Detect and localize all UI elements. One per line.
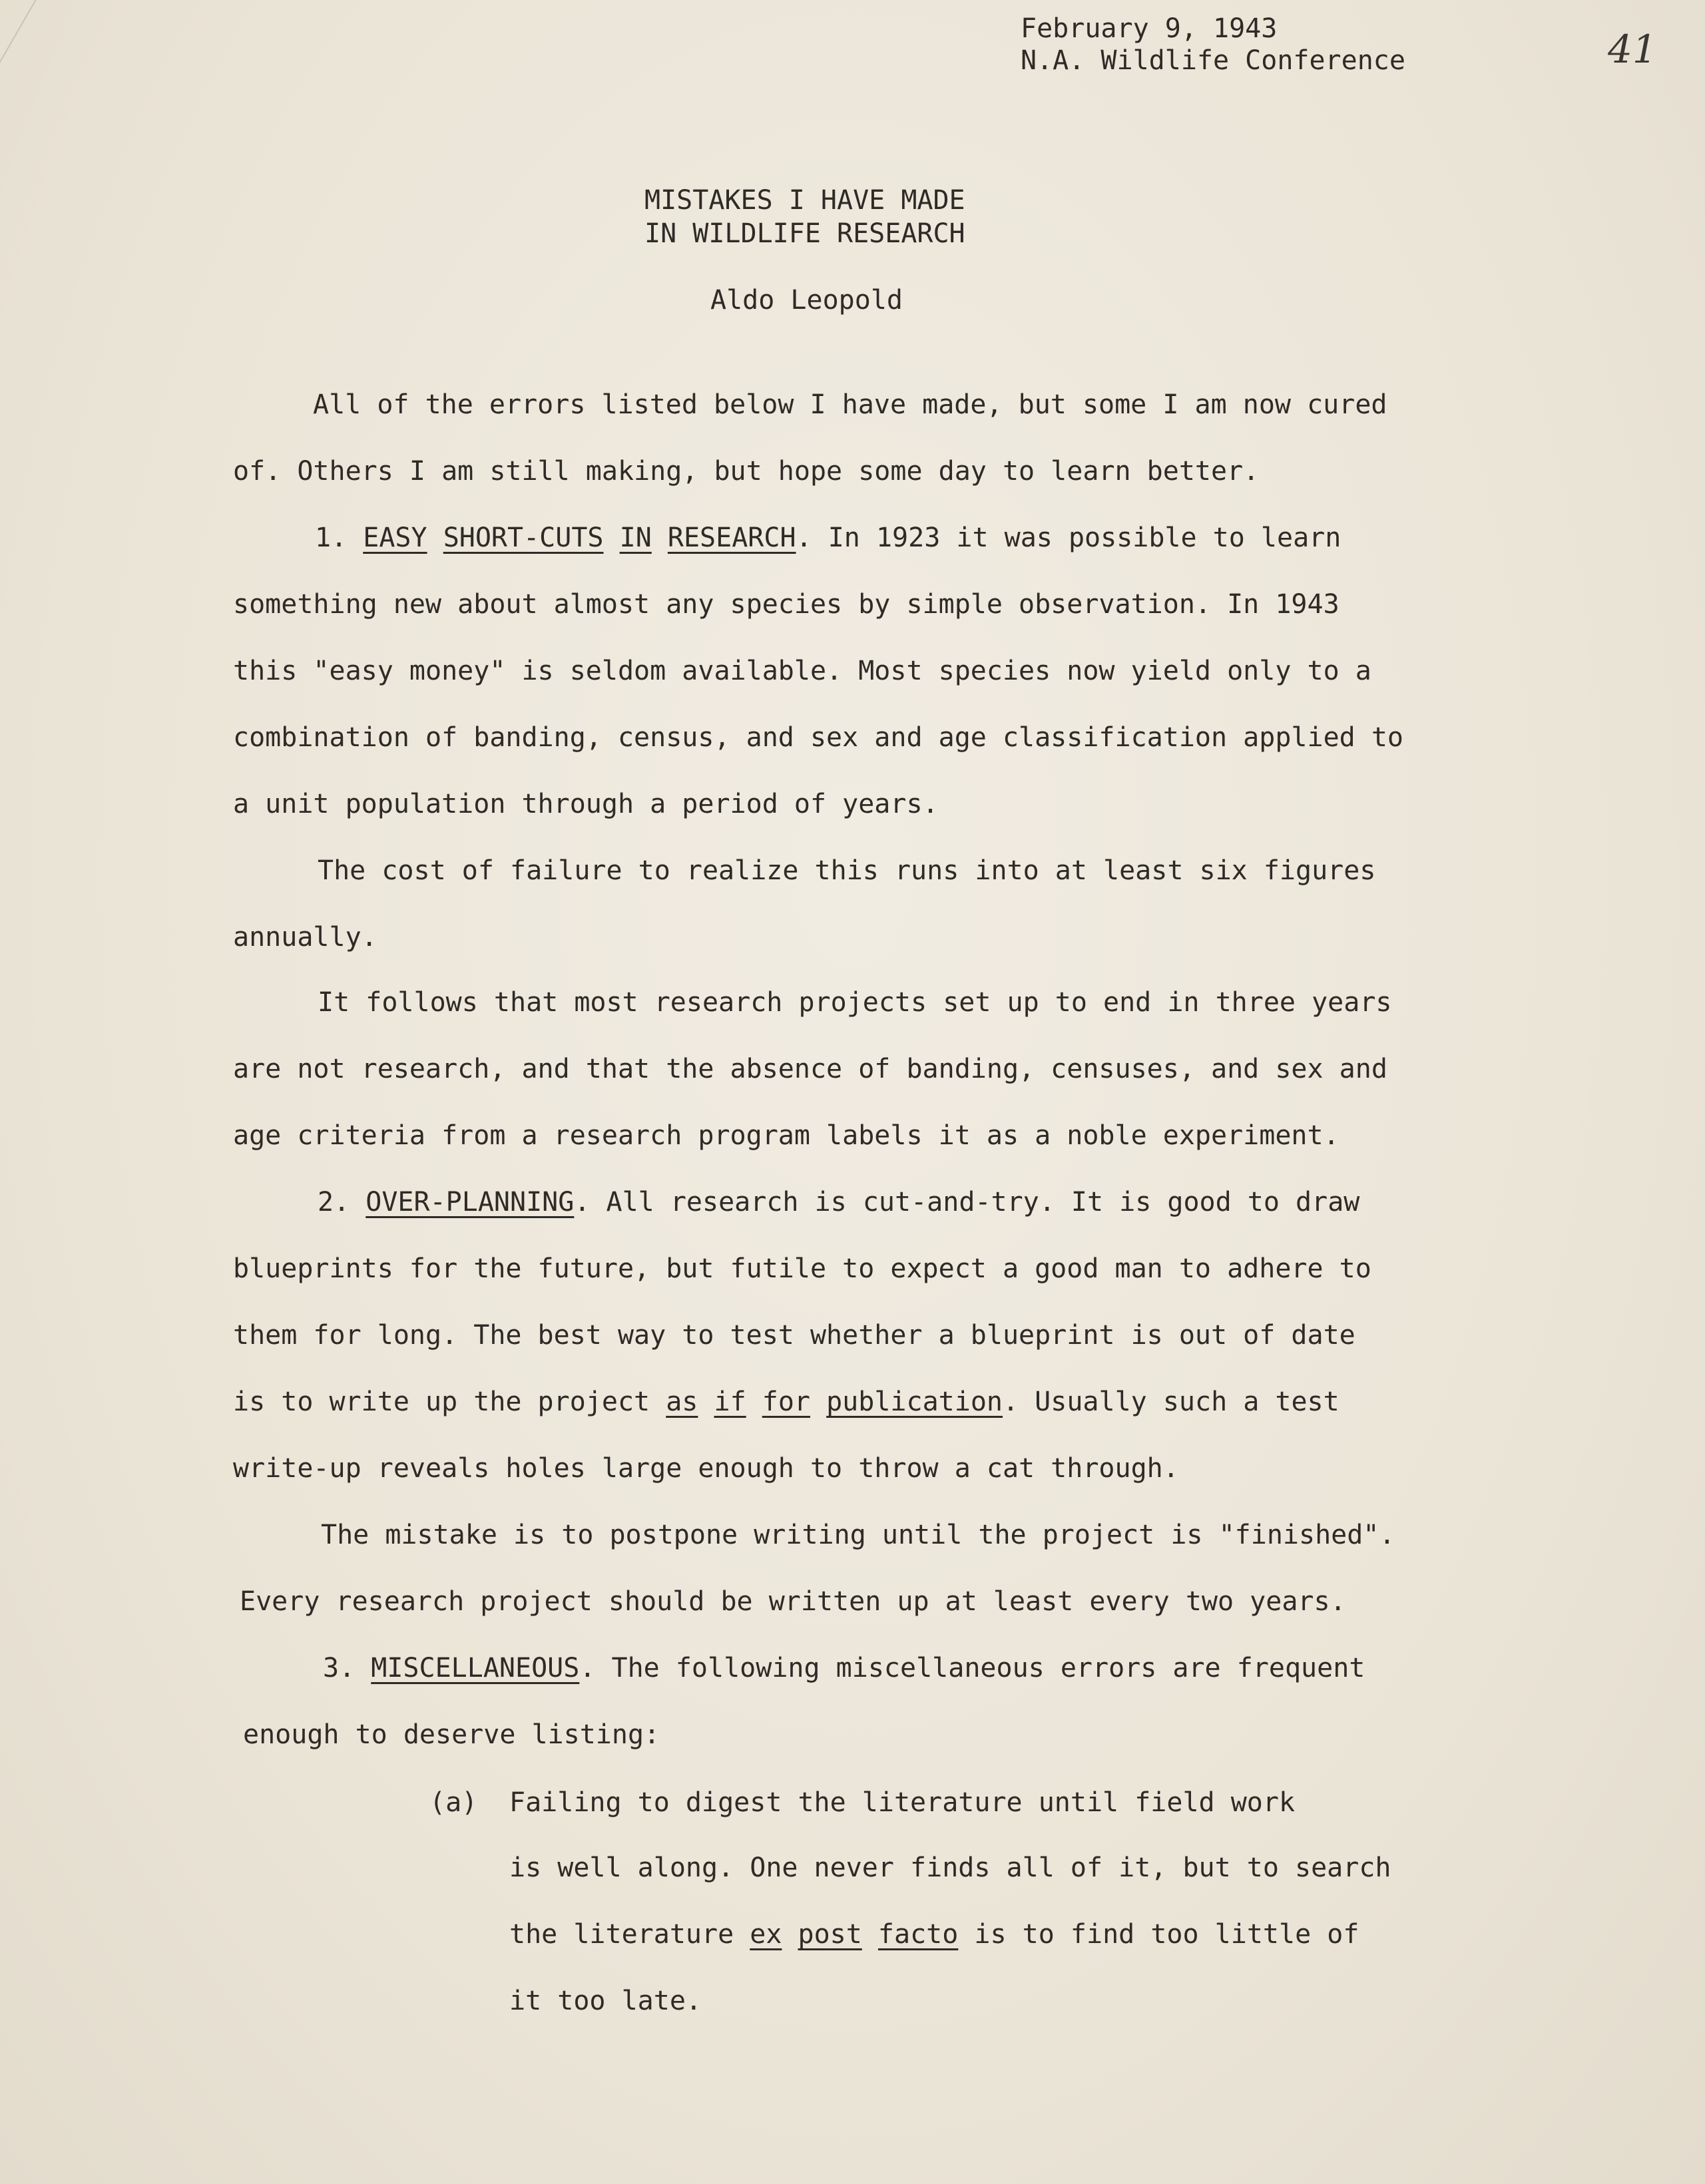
author-name: Aldo Leopold — [710, 285, 903, 316]
follows-line-1: It follows that most research projects set up to end in three years — [318, 987, 1392, 1018]
section-1-heading-word: IN — [619, 523, 652, 553]
section-2-first-line — [318, 1187, 1359, 1217]
section-1-line-2: something new about almost any species by simple observation. In 1943 — [233, 589, 1340, 620]
edge-crease — [0, 0, 106, 120]
handwritten-page-number: 41 — [1608, 27, 1657, 72]
section-1-line-1-rest: In 1923 it was possible to learn — [812, 523, 1341, 553]
item-a-line-3 — [509, 1919, 1359, 1950]
title-line-2: IN WILDLIFE RESEARCH — [644, 218, 965, 249]
mistake-line-2: Every research project should be written up at least every two years. — [240, 1586, 1346, 1617]
intro-line-1: All of the errors listed below I have made, but some I am now cured — [313, 389, 1387, 420]
cost-line-1: The cost of failure to realize this runs into at least six figures — [318, 855, 1376, 886]
section-1-heading-word: SHORT-CUTS — [443, 523, 604, 553]
item-a-line-3-end: is to find too little of — [958, 1919, 1359, 1950]
section-1-number: 1. — [315, 523, 348, 553]
section-1-line-5: a unit population through a period of years. — [233, 789, 939, 819]
follows-line-3: age criteria from a research program labels it as a noble experiment. — [233, 1120, 1340, 1151]
section-3-heading: MISCELLANEOUS — [371, 1653, 580, 1683]
item-a-label: (a) — [429, 1787, 478, 1818]
item-a-line-1: Failing to digest the literature until field work — [509, 1787, 1296, 1818]
underlined-word: publication — [826, 1387, 1003, 1417]
header-date: February 9, 1943 — [1021, 13, 1278, 44]
item-a-line-3-start: the literature — [509, 1919, 750, 1950]
underlined-word: facto — [877, 1919, 959, 1950]
section-2-line-4-start: is to write up the project — [233, 1387, 666, 1417]
section-1-heading-word: RESEARCH — [667, 523, 796, 553]
underlined-word: as — [666, 1387, 698, 1417]
section-1-line-3: this "easy money" is seldom available. Most species now yield only to a — [233, 656, 1371, 686]
header-conference: N.A. Wildlife Conference — [1021, 45, 1405, 76]
underlined-word: if — [714, 1387, 746, 1417]
section-2-line-4 — [233, 1387, 1340, 1417]
underlined-word: for — [762, 1387, 810, 1417]
section-3-first-line — [323, 1653, 1365, 1683]
section-2-number: 2. — [318, 1187, 350, 1217]
mistake-line-1: The mistake is to postpone writing until the project is "finished". — [321, 1520, 1395, 1550]
section-3-number: 3. — [323, 1653, 356, 1683]
section-3-line-2: enough to deserve listing: — [243, 1719, 660, 1750]
underlined-word: ex — [750, 1919, 782, 1950]
follows-line-2: are not research, and that the absence of banding, censuses, and sex and — [233, 1054, 1387, 1084]
section-2-line-5: write-up reveals holes large enough to throw a cat through. — [233, 1453, 1179, 1484]
underlined-word: post — [798, 1919, 862, 1950]
section-2-line-2: blueprints for the future, but futile to expect a good man to adhere to — [233, 1253, 1371, 1284]
item-a-line-2: is well along. One never finds all of it, but to search — [509, 1853, 1391, 1883]
section-2-line-4-end: . Usually such a test — [1003, 1387, 1340, 1417]
section-2-line-3: them for long. The best way to test whether a blueprint is out of date — [233, 1320, 1355, 1351]
section-2-line-1-rest: All research is cut-and-try. It is good to draw — [590, 1187, 1360, 1217]
section-2-heading: OVER-PLANNING — [365, 1187, 575, 1217]
item-a-line-4: it too late. — [509, 1986, 702, 2016]
section-1-line-4: combination of banding, census, and sex and age classification applied to — [233, 722, 1403, 753]
intro-line-2: of. Others I am still making, but hope some day to learn better. — [233, 456, 1260, 487]
section-1-first-line — [315, 523, 1341, 553]
title-line-1: MISTAKES I HAVE MADE — [644, 185, 965, 216]
section-3-line-1-rest: The following miscellaneous errors are frequent — [595, 1653, 1365, 1683]
section-1-heading-word: EASY — [363, 523, 427, 553]
section-2-heading-end: . — [574, 1187, 591, 1217]
cost-line-2: annually. — [233, 922, 377, 953]
section-1-heading-end: . — [796, 523, 812, 553]
section-3-heading-end: . — [579, 1653, 596, 1683]
